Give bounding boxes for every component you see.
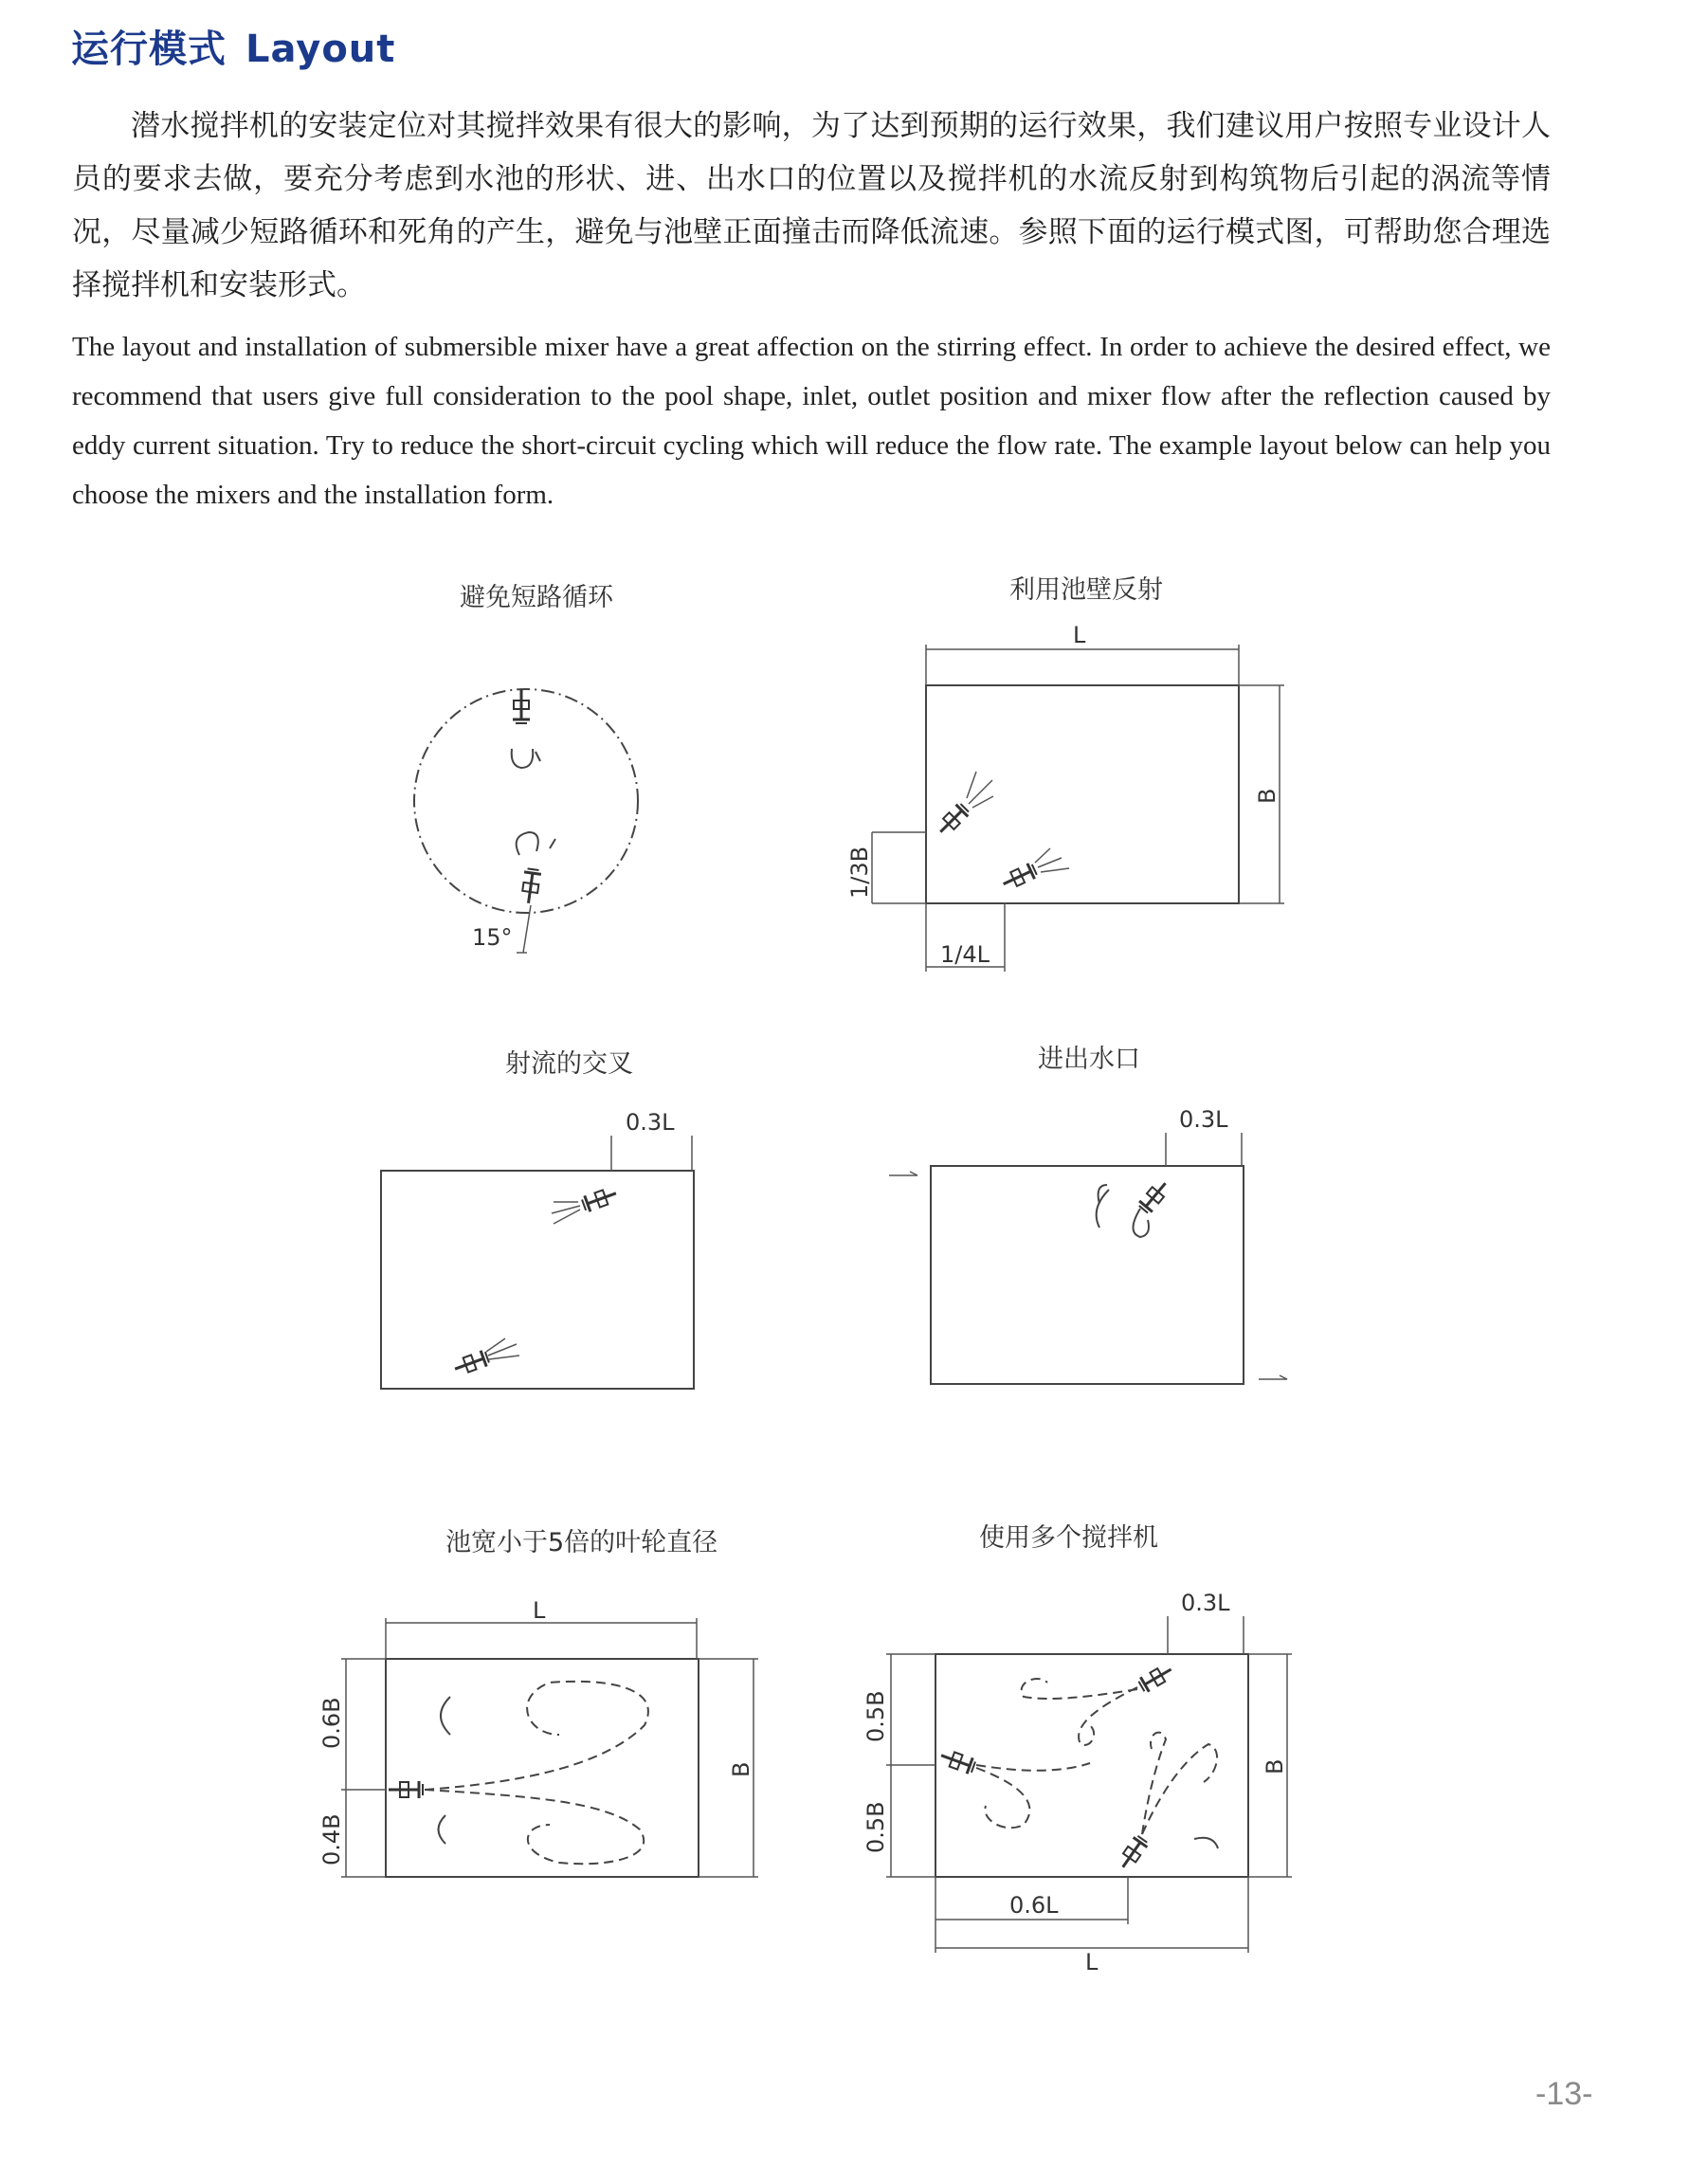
mixer-icon [1137, 1662, 1175, 1694]
dim-bottom: 0.6L [1009, 1892, 1059, 1919]
dim-lower: 0.4B [318, 1813, 345, 1866]
intro-paragraph-en: The layout and installation of submersible mixer have a great affection on the stirring effect. In order to achieve the desired effect, we recommend that users give full consideration to the pool shape, inlet, outlet position and mixer flow after the reflection caused by eddy current situation. Try to reduce the short-circuit cycling which will reduce the flow rate. The example layout below can help you choose the mixers and the installation form. [72, 332, 1551, 510]
intro-paragraph-cn: 潜水搅拌机的安装定位对其搅拌效果有很大的影响，为了达到预期的运行效果，我们建议用户按照专业设计人员的要求去做，要充分考虑到水池的形状、进、出水口的位置以及搅拌机的水流反射到构筑物后引起的涡流等情况，尽量减少短路循环和死角的产生，避免与池壁正面撞击而降低流速。参照下面的运行模式图，可帮助您合理选择搅拌机和安装形式。 [72, 109, 1551, 302]
dim-quarter-L: 1/4L [940, 941, 990, 968]
dim-L: L [533, 1597, 546, 1624]
mixer-icon [389, 1781, 423, 1798]
dim-L: L [1073, 622, 1086, 648]
dim-top: 0.3L [1181, 1590, 1230, 1616]
mixer-icon [938, 1747, 976, 1774]
mixer-icon [1000, 862, 1038, 892]
diagram-1-caption: 避免短路循环 [460, 583, 613, 612]
diagram-circular-tank [414, 689, 638, 953]
heading-cn: 运行模式 [71, 27, 227, 71]
page-number: -13- [1535, 2076, 1593, 2112]
dim-lower: 0.5B [863, 1801, 889, 1853]
diagram-3-caption: 射流的交叉 [505, 1049, 633, 1079]
mixer-icon [513, 689, 530, 723]
diagram-inlet-outlet [889, 1106, 1287, 1384]
diagram-6-caption: 使用多个搅拌机 [979, 1523, 1158, 1553]
diagram-5-caption: 池宽小于5倍的叶轮直径 [445, 1528, 718, 1557]
dim-B: B [1262, 1758, 1288, 1774]
diagram-wall-reflection [846, 622, 1284, 972]
mixer-icon [581, 1185, 619, 1212]
mixer-icon [1137, 1177, 1172, 1214]
dim-B: B [728, 1761, 754, 1777]
dim-L: L [1085, 1949, 1099, 1975]
dim-B: B [1254, 788, 1280, 804]
diagram-4-caption: 进出水口 [1038, 1045, 1140, 1074]
mixer-icon [520, 868, 542, 904]
diagram-2-caption: 利用池壁反射 [1009, 575, 1163, 605]
dim-0-3L: 0.3L [1179, 1106, 1228, 1133]
mixer-icon [452, 1349, 490, 1376]
dim-third-B: 1/3B [846, 846, 873, 899]
outlet-arrow [1259, 1375, 1287, 1379]
angle-label: 15° [472, 924, 513, 951]
inlet-arrow [889, 1172, 917, 1175]
dim-upper: 0.5B [863, 1690, 889, 1742]
diagram-narrow-tank [318, 1597, 758, 1877]
heading-en: Layout [245, 27, 396, 71]
mixer-icon [1116, 1834, 1149, 1872]
dim-0-3L: 0.3L [626, 1109, 675, 1136]
dim-upper: 0.6B [318, 1697, 345, 1749]
mixer-icon [935, 802, 971, 838]
diagram-jet-crossing [381, 1109, 694, 1389]
diagram-multiple-mixers [863, 1590, 1292, 1975]
